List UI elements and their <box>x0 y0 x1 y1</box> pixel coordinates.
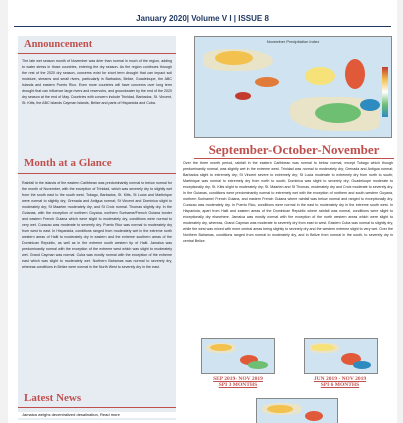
issue-header: January 2020| Volume V I | ISSUE 8 <box>136 14 269 23</box>
map-title: November Precipitation Index <box>266 39 320 44</box>
spi3-caption: SEP 2019- NOV 2019 SPI 3 MONTHS <box>213 376 263 388</box>
november-precipitation-map <box>194 36 392 138</box>
main-section-body: Over the three month period, rainfall in the eastern Caribbean was normal to below normal, except Tobago which though predominantly normal, was slightly wet in the extreme west. Trinidad was normal to moderately dry; Grenada and Antigua normal; Barbados slight to extremely dry; St Vincent severe to extremely dry; St Lucia moderate to extremely dry from north to south; Martinique was normal to extremely dry from north to south; Dominica was slight to severely dry; Guadeloupe moderate to exceptionally dry; St. Kitts slight to moderately dry; St. Maarten and St Thomas, moderately dry and Croix moderate to severely dry. In the Guianas, conditions were predominantly normal to extremely wet with the exception of northern and south-western Guyana, northern Suriname/ French Guiana, and eastern French Guiana where rainfall was below normal and ranged to exceptionally dry. Curacao was moderately dry. In Puerto Rico, conditions were normal in the east to moderately dry in the extreme south west. In Hispaniola, apart from Haiti and eastern areas of the Dominican Republic where rainfall was normal, conditions were slight to exceptionally dry elsewhere. Jamaica was mostly normal with the exception of the north western areas which were slight to moderately dry, whereas, Grand Cayman was moderate to severely dry from east to west. Eastern Cuba was normal to slightly dry, while the west was mixed with more central areas being slightly to severely dry and the western extreme slight to very wet. Over the Northern Bahamas, conditions ranged from normal to moderately dry, and in Belize from normal in the south, to severely dry in central Belize. <box>183 161 393 243</box>
spi6-map <box>304 338 378 374</box>
glance-title: Month at a Glance <box>24 157 112 169</box>
announcement-title: Announcement <box>24 39 93 50</box>
spi6-caption: JUN 2019 - NOV 2019 SPI 6 MONTHS <box>313 376 367 388</box>
left-column <box>18 36 176 420</box>
latest-news-item[interactable]: Jamaica weighs decentralized desalination, Read more <box>18 412 180 418</box>
glance-rule <box>18 173 176 174</box>
latest-news-rule <box>18 407 176 408</box>
newsletter-page <box>8 0 397 423</box>
main-section-title: September-October-November <box>208 142 380 157</box>
announcement-rule <box>18 53 176 54</box>
glance-body: Rainfall in the islands of the eastern Caribbean was predominantly normal to below normal for the month of November, with the exception of Trinidad, which was severely dry to slightly wet from the south east to the south west. Tobago, Barbados, St. Kitts, St Lucia and Martinique were normal to slightly dry; Grenada and Antigua normal; St Vincent and Dominica slight to moderately dry; St Maarten moderately dry; and St Croix normal. Thomas slightly dry. In the Guianas, with the exception of northern Guyana, northern Suriname/French Guiana border and eastern French Guiana which were slight to moderately dry, conditions were normal to very wet. Curacao was moderate to severely dry. Puerto Rico was normal to moderately dry from west to east. In Hispaniola, conditions ranged from moderately wet in the extreme north western areas of Haiti to moderately dry in eastern and the extreme southern areas of the Dominican Republic, as well as in the extreme south western tip of Haiti. Jamaica was predominantly normal with the exception of the extreme west which was slight to moderately wet. Grand Cayman was normal. Cuba was mostly normal with the exception of the extreme east which was slight to moderately wet. Northern Bahamas was normal to severely dry, whereas conditions in Belize were normal in the North West to severely dry in the east. <box>22 181 172 269</box>
main-rule <box>194 158 394 159</box>
header-rule <box>14 26 391 27</box>
latest-news-title: Latest News <box>24 392 82 404</box>
spi3-map <box>201 338 275 374</box>
announcement-body: The late wet season month of November was drier than normal in much of the region, adding to water stress in those countries, entering the dry season. As the region continues through the rest of the 2020 dry season, concerns exist for short term drought that can impact soil moisture, streams and small rivers, particularly in Barbados, Belize, Guadeloupe, the ABC Islands and eastern Puerto Rico. Even more countries will have concerns over long term drought that can influence large rivers and reservoirs, and groundwater by the end of the 2020 dry season at the end of May. Countries with concern include Trinidad, Barbados, St. Vincent, St. Kitts, the ABC Islands Cayman Islands, Belize and parts of Hispaniola and Cuba. <box>22 59 172 105</box>
bottom-map <box>256 398 338 423</box>
